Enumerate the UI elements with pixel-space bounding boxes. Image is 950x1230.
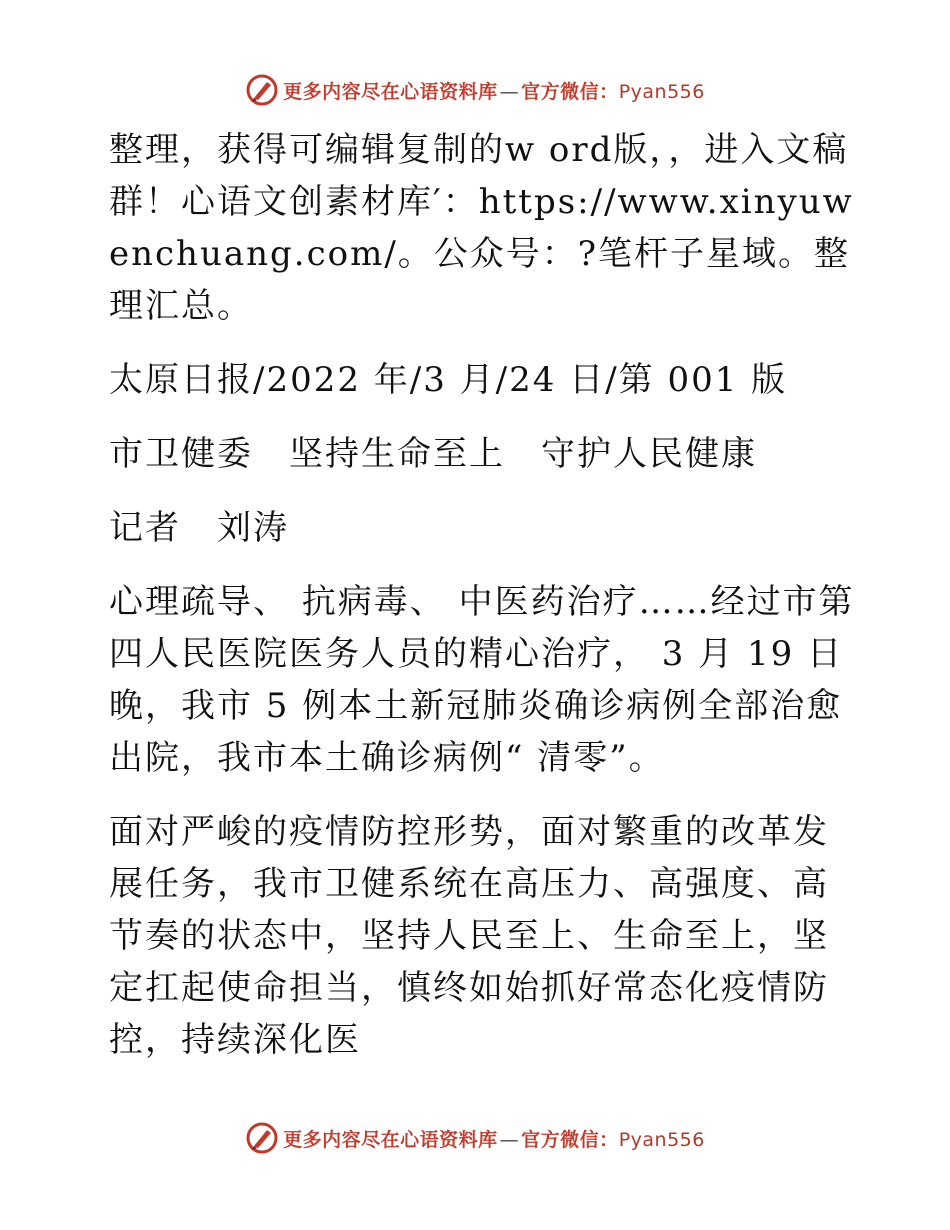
document-body: [97, 124, 857, 1088]
footer-banner: [0, 1118, 950, 1158]
byline: 记者 刘涛: [109, 508, 289, 548]
paragraph-2: 面对严峻的疫情防控形势，面对繁重的改革发展任务，我市卫健系统在高压力、高强度、高节奏的状态中，坚持人民至上、生命至上，坚定扛起使命担当，慎终如始抓好常态化疫情防控，持续深化医: [109, 812, 829, 1060]
intro-paragraph: 整理，获得可编辑复制的w ord版，，进入文稿群！心语文创素材库′：https://www.xinyuwenchuang.com/。公众号：?笔杆子星域。整理汇总。: [109, 130, 854, 326]
paragraph-1: 心理疏导、 抗病毒、 中医药治疗……经过市第四人民医院医务人员的精心治疗， 3 月 19 日晚，我市 5 例本土新冠肺炎确诊病例全部治愈出院，我市本土确诊病例“ 清零”。: [109, 582, 855, 778]
pen-circle-logo: [245, 73, 279, 107]
header-banner: [0, 70, 950, 110]
banner-text: 更多内容尽在心语资料库 — 官方微信：Pyan556: [283, 80, 705, 103]
pen-circle-logo: [245, 1121, 279, 1155]
banner-text: 更多内容尽在心语资料库 — 官方微信：Pyan556: [283, 1128, 705, 1151]
source-line: 太原日报/2022 年/3 月/24 日/第 001 版: [109, 360, 788, 400]
headline: 市卫健委 坚持生命至上 守护人民健康: [109, 434, 757, 474]
